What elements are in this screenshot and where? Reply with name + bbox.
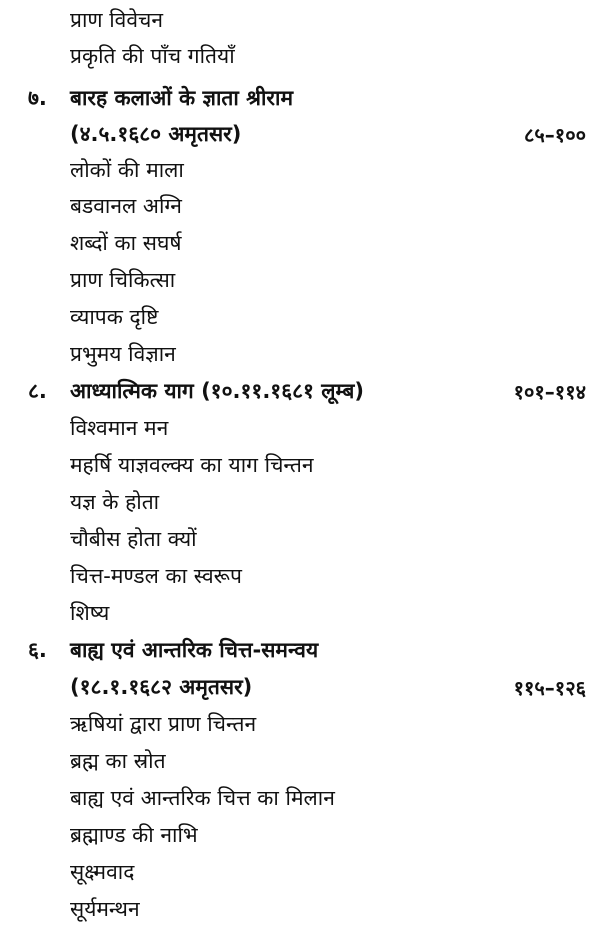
toc-item-label: प्रकृति की पाँच गतियाँ [70,44,235,68]
toc-item [0,2,600,38]
toc-item-label: महर्षि याज्ञवल्क्य का याग चिन्तन [70,453,314,477]
toc-item [0,854,600,890]
page-range: ११५–१२६ [513,675,586,700]
toc-item-label: विश्वमान मन [70,416,169,440]
chapter-heading-9 [0,632,600,668]
toc-item [0,38,600,74]
chapter-number: ६. [28,638,47,662]
toc-item-label: ऋषियां द्वारा प्राण चिन्तन [70,712,257,736]
toc-item-label: प्रभुमय विज्ञान [70,342,176,366]
toc-item [0,558,600,594]
toc-item [0,521,600,557]
toc-item-label: प्राण चिकित्सा [70,268,176,292]
toc-item-label: ब्रह्माण्ड की नाभि [70,823,198,847]
toc-item-label: बाह्य एवं आन्तरिक चित्त का मिलान [70,786,335,810]
toc-item [0,225,600,261]
chapter-heading-7 [0,80,600,116]
toc-item [0,188,600,224]
chapter-number: ८. [28,379,47,403]
chapter-subtitle-row [0,116,600,152]
toc-item-label: व्यापक दृष्टि [70,305,159,329]
toc-item-label: ब्रह्म का स्रोत [70,749,166,773]
toc-item [0,484,600,520]
toc-item-label: शिष्य [70,601,110,625]
toc-item [0,152,600,188]
toc-item [0,336,600,372]
toc-item-label: यज्ञ के होता [70,490,160,514]
chapter-date-place: (४.५.१६८० अमृतसर) [70,122,242,146]
toc-item [0,743,600,779]
chapter-subtitle-row [0,669,600,705]
toc-item [0,891,600,927]
chapter-title: बाह्य एवं आन्तरिक चित्त-समन्वय [70,638,319,662]
toc-item [0,410,600,446]
toc-item-label: बडवानल अग्नि [70,194,182,218]
toc-item [0,780,600,816]
toc-item-label: सूर्यमन्थन [70,897,140,921]
toc-item-label: चौबीस होता क्यों [70,527,197,551]
toc-item [0,299,600,335]
toc-item-label: चित्त-मण्डल का स्वरूप [70,564,242,588]
chapter-title: आध्यात्मिक याग (१०.११.१६८१ लूम्ब) [70,379,364,403]
toc-item [0,447,600,483]
toc-item-label: सूक्ष्मवाद [70,860,135,884]
toc-item [0,595,600,631]
toc-item [0,262,600,298]
toc-item-label: शब्दों का सघर्ष [70,231,182,255]
toc-item-label: प्राण विवेचन [70,8,164,32]
toc-item-label: लोकों की माला [70,158,184,182]
chapter-heading-8 [0,373,600,409]
chapter-number: ७. [28,86,47,110]
page-range: १०१–११४ [513,379,586,404]
page-range: ८५–१०० [524,122,586,147]
chapter-title: बारह कलाओं के ज्ञाता श्रीराम [70,86,294,110]
toc-item [0,706,600,742]
chapter-date-place: (१८.१.१६८२ अमृतसर) [70,675,253,699]
toc-item [0,817,600,853]
